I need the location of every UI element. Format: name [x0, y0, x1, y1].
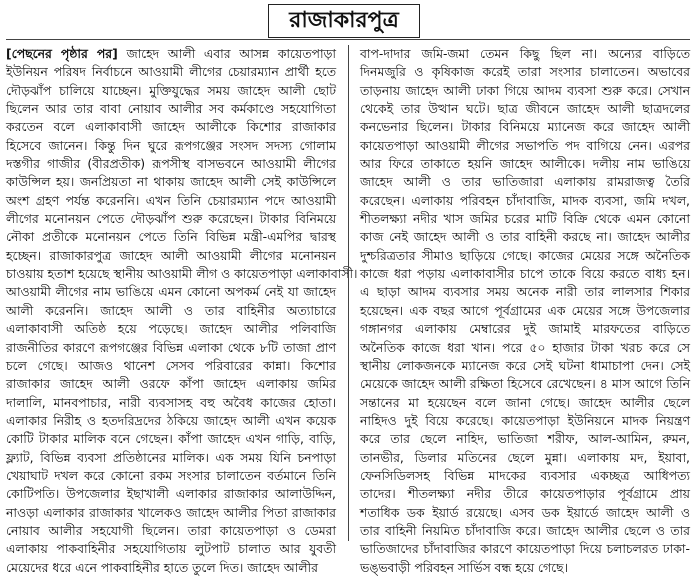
- line-text: লীগের মনোনয়ন পেতে দৌড়ঝাঁপ শুরু করেছেন। টাকার বিনিময়ে: [6, 211, 336, 227]
- article-line: [6, 283, 336, 301]
- article-line: [6, 63, 336, 81]
- line-text: এলাকায় পাকবাহিনীর সহযোগিতায় লুটপাট চালাত আর যুবতী: [6, 541, 336, 557]
- headline: রাজাকারপুত্র: [289, 8, 399, 33]
- continuation-kicker: [পেছনের পৃষ্ঠার পর]: [6, 46, 118, 61]
- line-text: থেকেই তার উত্থান ঘটে। ছাত্র জীবনে জাহেদ আলী ছাত্রদলের: [360, 101, 690, 117]
- line-text: বাপ-দাদার জমি-জমা তেমন কিছু ছিল না। অন্যের বাড়িতে: [360, 46, 690, 61]
- line-text: কাজ নেই জাহেদ আলী ও তার বাহিনী করছে না। জাহেদ আলীর: [360, 229, 690, 245]
- article-line: [360, 449, 690, 467]
- line-text: জাহেদ আলী ও তার ভাতিজারা এলাকায় রামরাজত্ব তৈরি: [360, 174, 690, 190]
- line-text: করতেন বলে এলাকাবাসী জাহেদ আলীকে কিশোর রাজাকার: [6, 119, 336, 135]
- line-text: নাহিদও দুই বিয়ে করেছে। কায়েতপাড়া ইউনিয়নে মাদক নিয়ন্ত্রণ: [360, 412, 690, 428]
- line-text: ছিলেন আর তার বাবা নোয়াব আলীর সব কর্মকাণ্ডে সহযোগিতা: [6, 101, 336, 117]
- line-text: নৌকা প্রতীকে মনোনয়ন পেতে তিনি বিভিন্ন মন্ত্রী-এমপির দ্বারস্থ: [6, 229, 336, 245]
- article-line: [6, 247, 336, 265]
- line-text: ইউনিয়ন পরিষদ নির্বাচনে আওয়ামী লীগের চেয়ারম্যান প্রার্থী হতে: [6, 64, 336, 80]
- line-text: ফেনসিডিলসহ বিভিন্ন মাদকের ব্যবসার একচ্ছত্র আধিপত্য: [360, 467, 690, 483]
- article-line: [6, 467, 336, 485]
- headline-box: [268, 4, 420, 38]
- article-line: [6, 357, 336, 375]
- article-line: [6, 45, 336, 63]
- article-line: [360, 522, 690, 540]
- article-line: [6, 540, 336, 558]
- line-text: কাজে ধরা পড়ায় এলাকাবাসীর চাপে তাকে বিয়ে করতে বাধ্য হন।: [360, 266, 690, 282]
- line-text: ভাতিজাদের চাঁদাবাজির কারণে কায়েতপাড়া দিয়ে চলাচলরত ঢাকা-: [360, 541, 690, 557]
- article-line: [6, 100, 336, 118]
- line-text: মেয়েদের ধরে এনে পাকবাহিনীর হাতে তুলে দিত। জাহেদ আলীর: [6, 559, 318, 575]
- article-line: [360, 339, 690, 357]
- article-line: [6, 173, 336, 191]
- line-text: শীতলক্ষ্যা নদীর খাস জমির চরের মাটি বিক্রি থেকে এমন কোনো: [360, 211, 690, 227]
- article-line: [6, 430, 336, 448]
- line-text: কায়েতপাড়া আওয়ামী লীগের সভাপতি পদ বাগিয়ে নেন। এরপর: [360, 137, 690, 153]
- line-text: হচ্ছেন। রাজাকারপুত্র জাহেদ আলী আওয়ামী লীগের মনোনয়ন: [6, 247, 336, 263]
- line-text: ফ্ল্যাট, বিভিন্ন ব্যবসা প্রতিষ্ঠানের মালিক। এক সময় যিনি চনপাড়া: [6, 449, 336, 465]
- article-line: [360, 302, 690, 320]
- article-line: [6, 265, 358, 283]
- article-line: [6, 137, 336, 155]
- article-line: [6, 449, 336, 467]
- article-line: [6, 339, 336, 357]
- line-text: রাজনীতির কারণে রূপগঞ্জের বিভিন্ন এলাকা থেকে ৮টি তাজা প্রাণ: [6, 339, 336, 355]
- column-divider: [348, 45, 349, 541]
- line-text: অংশ গ্রহণ পর্যন্ত করেননি। এখন তিনি চেয়ারম্যান পদে আওয়ামী: [6, 192, 336, 208]
- article-line: [360, 100, 690, 118]
- line-text: তাদের। শীতলক্ষ্যা নদীর তীরে কায়েতপাড়ার পূর্বগ্রামে প্রায়: [360, 486, 690, 502]
- article-line: [360, 540, 690, 558]
- article-line: [360, 228, 690, 246]
- line-text: চলে গেছে। আজও থানেশ সেসব পরিবারের কান্না। কিশোর: [6, 357, 336, 373]
- line-text: তাড়নায় জাহেদ আলী ঢাকা গিয়ে আদম ব্যবসা শুরু করে। সেখান: [360, 82, 690, 98]
- line-text: কোটিপতি। উপজেলার ইছাখালী এলাকার রাজাকার আলাউদ্দিন,: [6, 486, 336, 502]
- article-line: [360, 173, 690, 191]
- article-line: [6, 210, 336, 228]
- line-text: গঙ্গানগর এলাকায় মেম্বারের দুই জামাই মারফতের বাড়িতে: [360, 321, 690, 337]
- line-text: এলাকাবাসী অতিষ্ঠ হয়ে পড়েছে। জাহেদ আলীর পলিবাজি: [6, 321, 336, 337]
- line-text: জাহেদ আলী এবার আসন্ন কায়েতপাড়া: [117, 46, 336, 61]
- line-text: ভঙ্ভবাড়ী পরিবহন সার্ভিস বন্ধ হয়ে গেছে।: [360, 559, 569, 575]
- article-line: [360, 485, 690, 503]
- article-line: [6, 118, 336, 136]
- line-text: করে তার ছেলে নাহিদ, ভাতিজা শরীফ, আল-আমিন, রুমন,: [360, 431, 690, 447]
- article-line: [360, 265, 690, 283]
- article-line: [360, 137, 690, 155]
- article-line: [6, 504, 336, 522]
- line-text: হিসেবে জানেন। কিন্তু দিন ঘুরে রূপগঞ্জের সংসদ সদস্য গোলাম: [6, 137, 336, 153]
- line-text: দুশ্চরিত্রতার সীমাও ছাড়িয়ে গেছে। কাজের মেয়ের সঙ্গে অনৈতিক: [360, 247, 690, 263]
- article-line: [360, 155, 690, 173]
- line-text: শতাধিক ডক ইয়ার্ড রয়েছে। এসব ডক ইয়ার্ডে জাহেদ আলী ও: [360, 504, 690, 520]
- article-line: [360, 357, 690, 375]
- line-text: কোটি টাকার মালিক বনে গেছেন। কাঁপা জাহেদ এখন গাড়ি, বাড়ি,: [6, 431, 336, 447]
- article-line: [360, 192, 690, 210]
- article-line: [360, 283, 690, 301]
- line-text: দালালি, মানবপাচার, নারী ব্যবসাসহ বহু অবৈধ কাজের হোতা।: [6, 394, 336, 410]
- article-line: [360, 412, 690, 430]
- line-text: তানভীর, ডিলার মতিনের ছেলে মুন্না। এলাকায় মদ, ইয়াবা,: [360, 449, 690, 465]
- line-text: তার বাহিনী নিয়মিত চাঁদাবাজি করে। জাহেদ আলীর ছেলে ও তার: [360, 522, 690, 538]
- line-text: সন্তানের মা হয়েছেন বলে জানা গেছে। জাহেদ আলীর ছেলে: [360, 394, 690, 410]
- article-line: [360, 559, 690, 577]
- line-text: অনৈতিক কাজে ধরা খান। পরে ৫০ হাজার টাকা খরচ করে সে: [360, 339, 690, 355]
- article-line: [360, 247, 690, 265]
- left-column: [6, 45, 358, 575]
- line-text: এ ছাড়া আদম ব্যবসার সময় অনেক নারী তার লালসার শিকার: [360, 284, 690, 300]
- article-line: [360, 118, 690, 136]
- article-line: [360, 82, 690, 100]
- article-line: [360, 375, 690, 393]
- line-text: নোয়াব আলীর সহযোগী ছিলেন। তারা কায়েতপাড়া ও ডেমরা: [6, 522, 336, 538]
- line-text: কাউন্সিল হয়। জনপ্রিয়তা না থাকায় জাহেদ আলী সেই কাউন্সিলে: [6, 174, 336, 190]
- line-text: মেয়েকে জাহেদ আলী রক্ষিতা হিসেবে রেখেছেন। ৪ মাস আগে তিনি: [360, 376, 690, 392]
- line-text: দৌড়ঝাঁপ চালিয়ে যাচ্ছেন। মুক্তিযুদ্ধের সময় জাহেদ আলী ছোট: [6, 82, 336, 98]
- article-line: [6, 375, 336, 393]
- line-text: দিনমজুরি ও কৃষিকাজ করেই তারা সংসার চালাতেন। অভাবের: [360, 64, 690, 80]
- line-text: আলী করেননি। জাহেদ আলী ও তার বাহিনীর অত্যাচারে: [6, 302, 336, 318]
- article-line: [360, 320, 690, 338]
- article-line: [6, 485, 336, 503]
- article-line: [360, 467, 690, 485]
- line-text: দস্তগীর গাজীর (বীরপ্রতীক) রূপসীস্থ বাসভবনে আওয়ামী লীগের: [6, 156, 336, 172]
- line-text: আওয়ামী লীগের নাম ভাঙিয়ে এমন কোনো অপকর্ম নেই যা জাহেদ: [6, 284, 336, 300]
- article-line: [360, 504, 690, 522]
- article-line: [6, 155, 336, 173]
- article-line: [6, 522, 336, 540]
- article-line: [360, 210, 690, 228]
- line-text: কনভেনার ছিলেন। টাকার বিনিময়ে ম্যানেজ করে জাহেদ আলী: [360, 119, 690, 135]
- article-line: [6, 320, 336, 338]
- article-line: [6, 192, 336, 210]
- line-text: এলাকার নিরীহ ও হতদরিদ্রদের ঠকিয়ে জাহেদ আলী এখন কয়েক: [6, 412, 336, 428]
- headline-rule: [6, 39, 690, 40]
- line-text: আর ফিরে তাকাতে হয়নি জাহেদ আলীকে। দলীয় নাম ভাঙিয়ে: [360, 156, 690, 172]
- line-text: করেছেন। এলাকায় পরিবহন চাঁদাবাজি, মাদক ব্যবসা, জমি দখল,: [360, 192, 690, 208]
- line-text: হয়েছেন। এক বছর আগে পূর্বগ্রামের এক মেয়ের সঙ্গে উপজেলার: [360, 302, 690, 318]
- article-line: [6, 82, 336, 100]
- line-text: নাওড়া এলাকার রাজাকার খালেকও জাহেদ আলীর পিতা রাজাকার: [6, 504, 336, 520]
- line-text: রাজাকার জাহেদ আলী ওরফে কাঁপা জাহেদ এলাকায় জমির: [6, 376, 336, 392]
- article-line: [6, 228, 336, 246]
- article-line: [6, 394, 336, 412]
- article-line: [360, 63, 690, 81]
- article-line: [6, 302, 336, 320]
- article-line: [6, 412, 336, 430]
- line-text: খেয়াঘাট দখল করে কোনো রকম সংসার চালাতেন বর্তমানে তিনি: [6, 467, 336, 483]
- article-line: [6, 559, 336, 577]
- right-column: [360, 45, 690, 575]
- line-text: চাওয়ায় হতাশ হয়েছে স্থানীয় আওয়ামী লীগ ও কায়েতপাড়া এলাকাবাসী।: [6, 266, 358, 282]
- article-line: [360, 394, 690, 412]
- line-text: স্থানীয় লোকজনকে ম্যানেজ করে সেই ঘটনা ধামাচাপা দেন। সেই: [360, 357, 690, 373]
- article-line: [360, 430, 690, 448]
- article-line: [360, 45, 690, 63]
